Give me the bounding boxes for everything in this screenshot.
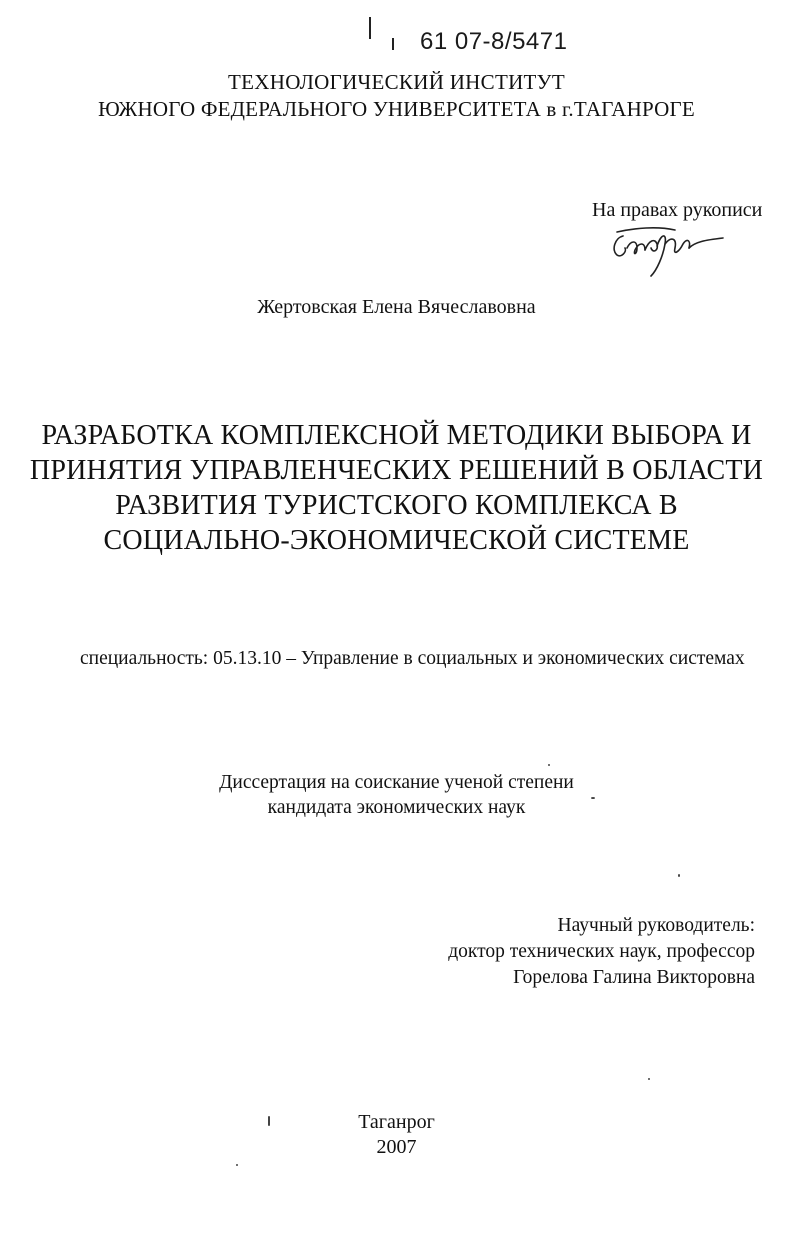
supervisor-name: Горелова Галина Викторовна xyxy=(513,967,755,988)
scan-mark xyxy=(392,38,394,50)
year: 2007 xyxy=(376,1136,417,1158)
author-name: Жертовская Елена Вячеславовна xyxy=(257,296,536,318)
scan-mark xyxy=(369,17,371,39)
degree-line-1: Диссертация на соискание ученой степени xyxy=(219,772,574,793)
scan-speck xyxy=(236,1164,238,1166)
manuscript-note: На правах рукописи xyxy=(592,199,763,221)
place-year xyxy=(0,1110,793,1160)
archive-number: 61 07-8/5471 xyxy=(420,28,568,55)
supervisor-block xyxy=(448,913,755,991)
degree-line-2: кандидата экономических наук xyxy=(267,797,526,818)
author-signature xyxy=(605,222,730,280)
scan-speck xyxy=(678,874,680,877)
supervisor-degree: доктор технических наук, профессор xyxy=(448,941,755,962)
city: Таганрог xyxy=(358,1111,435,1133)
scan-speck xyxy=(591,797,595,799)
title-line: РАЗВИТИЯ ТУРИСТСКОГО КОМПЛЕКСА В xyxy=(115,490,678,521)
degree-statement xyxy=(0,770,793,820)
title-line: РАЗРАБОТКА КОМПЛЕКСНОЙ МЕТОДИКИ ВЫБОРА И xyxy=(41,420,752,451)
institute-line-2: ЮЖНОГО ФЕДЕРАЛЬНОГО УНИВЕРСИТЕТА в г.ТАГАНРОГЕ xyxy=(98,97,695,121)
scan-speck xyxy=(268,1116,270,1126)
scan-speck xyxy=(548,764,550,766)
scan-speck xyxy=(648,1078,650,1080)
title-line: ПРИНЯТИЯ УПРАВЛЕНЧЕСКИХ РЕШЕНИЙ В ОБЛАСТИ xyxy=(29,455,764,486)
specialty: специальность: 05.13.10 – Управление в социальных и экономических системах xyxy=(80,648,745,669)
title-line: СОЦИАЛЬНО-ЭКОНОМИЧЕСКОЙ СИСТЕМЕ xyxy=(103,525,690,556)
institute-line-1: ТЕХНОЛОГИЧЕСКИЙ ИНСТИТУТ xyxy=(228,70,565,94)
dissertation-title xyxy=(0,418,793,558)
supervisor-label: Научный руководитель: xyxy=(557,915,755,936)
